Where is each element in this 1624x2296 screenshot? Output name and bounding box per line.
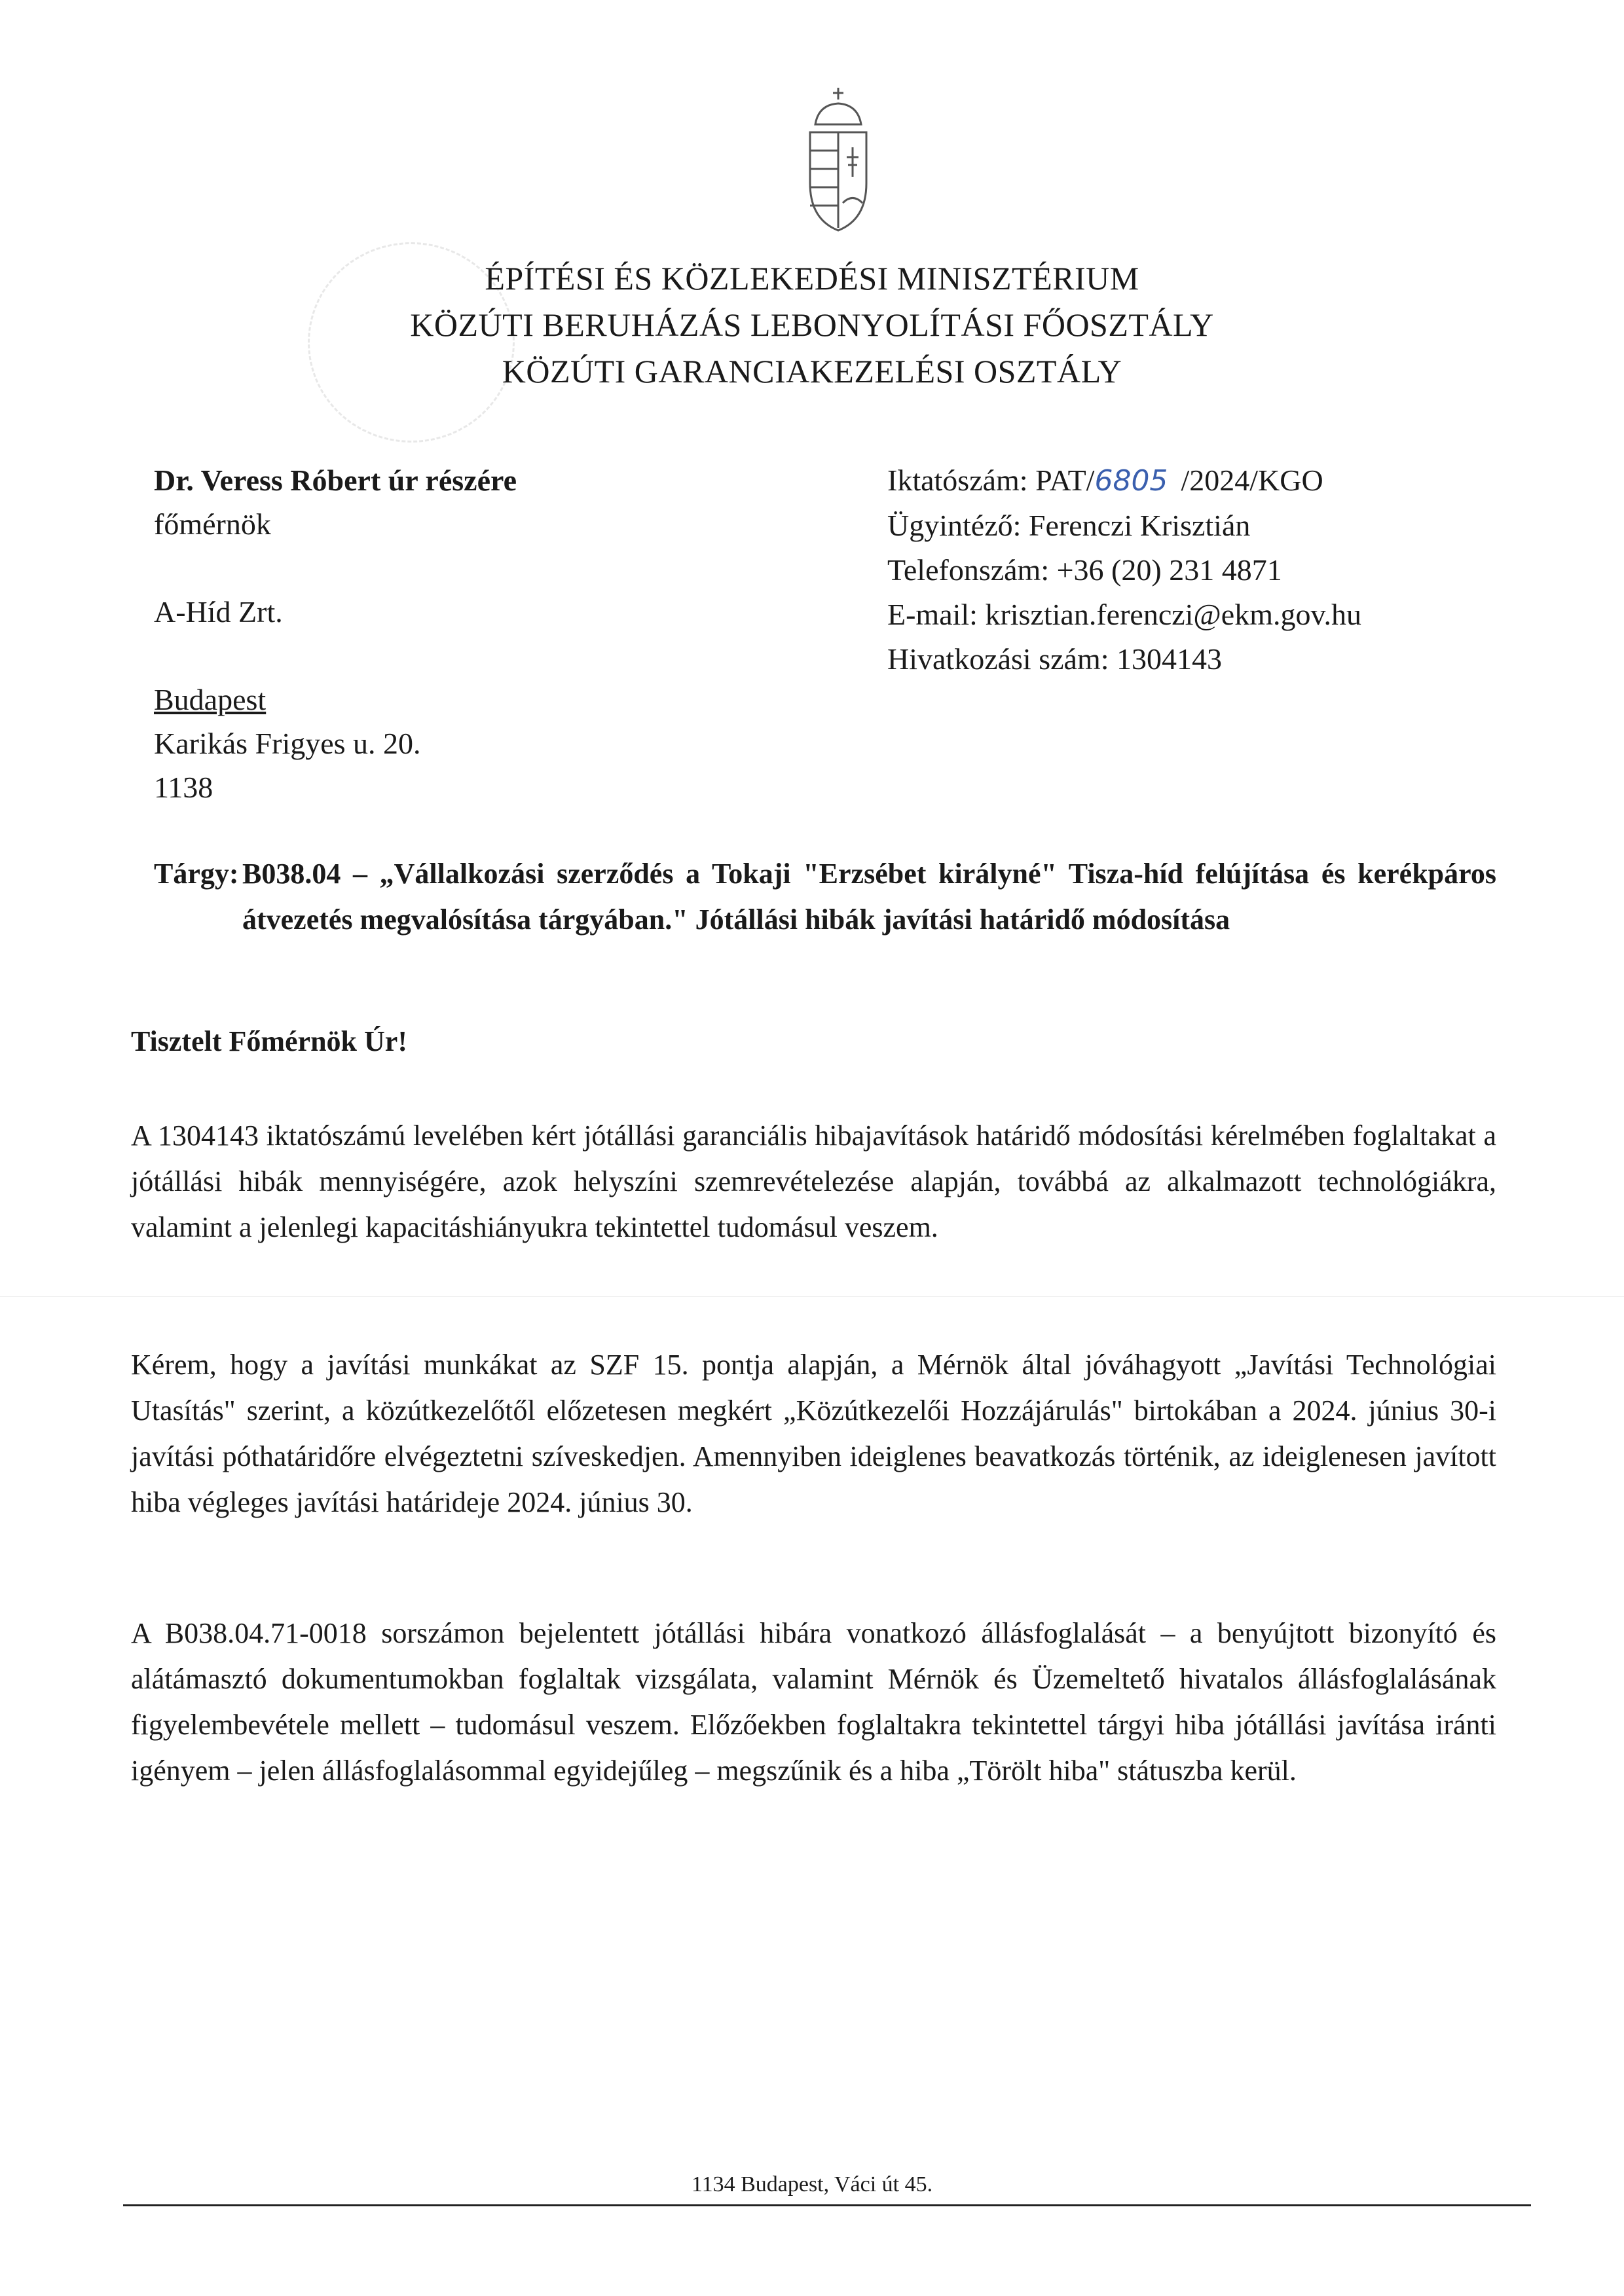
recipient-company: A-Híd Zrt. xyxy=(154,595,283,629)
footer-address: 1134 Budapest, Váci út 45. xyxy=(691,2172,933,2196)
reference-block xyxy=(887,458,1361,682)
subject-label: Tárgy: xyxy=(154,858,239,890)
header-unit: KÖZÚTI GARANCIAKEZELÉSI OSZTÁLY xyxy=(502,353,1122,390)
salutation: Tisztelt Főmérnök Úr! xyxy=(131,1025,407,1057)
case-officer: Ügyintéző: Ferenczi Krisztián xyxy=(887,509,1251,542)
iktato-suffix: /2024/KGO xyxy=(1181,464,1323,497)
recipient-name: Dr. Veress Róbert úr részére xyxy=(154,464,517,497)
recipient-title: főmérnök xyxy=(154,507,271,541)
email-address: E-mail: krisztian.ferenczi@ekm.gov.hu xyxy=(887,598,1362,631)
subject-text: B038.04 – „Vállalkozási szerződés a Tokaji "Erzsébet királyné" Tisza-híd felújítása és kerékpáros átvezetés megvalósítása tárgyában." Jótállási hibák javítási határidő módosítása xyxy=(242,858,1496,936)
subject-block xyxy=(154,851,1496,936)
ministry-header xyxy=(0,255,1624,395)
iktato-prefix: Iktatószám: PAT/ xyxy=(887,464,1095,497)
recipient-zip: 1138 xyxy=(154,771,213,804)
iktato-handwritten-number: 6805 xyxy=(1094,464,1168,498)
recipient-street: Karikás Frigyes u. 20. xyxy=(154,727,421,760)
reference-number: Hivatkozási szám: 1304143 xyxy=(887,642,1223,676)
paragraph-1: A 1304143 iktatószámú levelében kért jótállási garanciális hibajavítások határidő módosítási kérelmében foglaltakat a jótállási hibák mennyiségére, azok helyszíni szemrevételezése alapján, továbbá az alkalmazott technológiákra, valamint a jelenlegi kapacitáshiányukra tekintettel tudomásul veszem. xyxy=(131,1120,1496,1243)
footer-divider xyxy=(123,2204,1531,2206)
paragraph-3: A B038.04.71-0018 sorszámon bejelentett jótállási hibára vonatkozó állásfoglalását – a benyújtott bizonyító és alátámasztó dokumentumokban foglaltak vizsgálata, valamint Mérnök és Üzemeltető hivatalos állásfoglalásának figyelembevétele mellett – tudomásul veszem. Előzőekben foglaltakra tekintettel tárgyi hiba jótállási javítása iránti igényem – jelen állásfoglalásommal egyidejűleg – megszűnik és a hiba „Törölt hiba" státuszba kerül. xyxy=(131,1617,1496,1787)
phone-number: Telefonszám: +36 (20) 231 4871 xyxy=(887,553,1282,587)
iktato-number xyxy=(887,458,1361,503)
scan-artifact-line xyxy=(0,1296,1624,1297)
recipient-city: Budapest xyxy=(154,683,267,716)
hungarian-coat-of-arms-icon xyxy=(802,85,874,236)
paragraph-2: Kérem, hogy a javítási munkákat az SZF 15. pontja alapján, a Mérnök által jóváhagyott „Javítási Technológiai Utasítás" szerint, a közútkezelőtől előzetesen megkért „Közútkezelői Hozzájárulás" birtokában a 2024. június 30-i javítási póthatáridőre elvégeztetni szíveskedjen. Amennyiben ideiglenes beavatkozás történik, az ideiglenesen javított hiba végleges javítási határideje 2024. június 30. xyxy=(131,1349,1496,1518)
header-ministry: ÉPÍTÉSI ÉS KÖZLEKEDÉSI MINISZTÉRIUM xyxy=(485,260,1139,297)
recipient-block xyxy=(154,458,517,809)
header-department: KÖZÚTI BERUHÁZÁS LEBONYOLÍTÁSI FŐOSZTÁLY xyxy=(410,306,1214,343)
